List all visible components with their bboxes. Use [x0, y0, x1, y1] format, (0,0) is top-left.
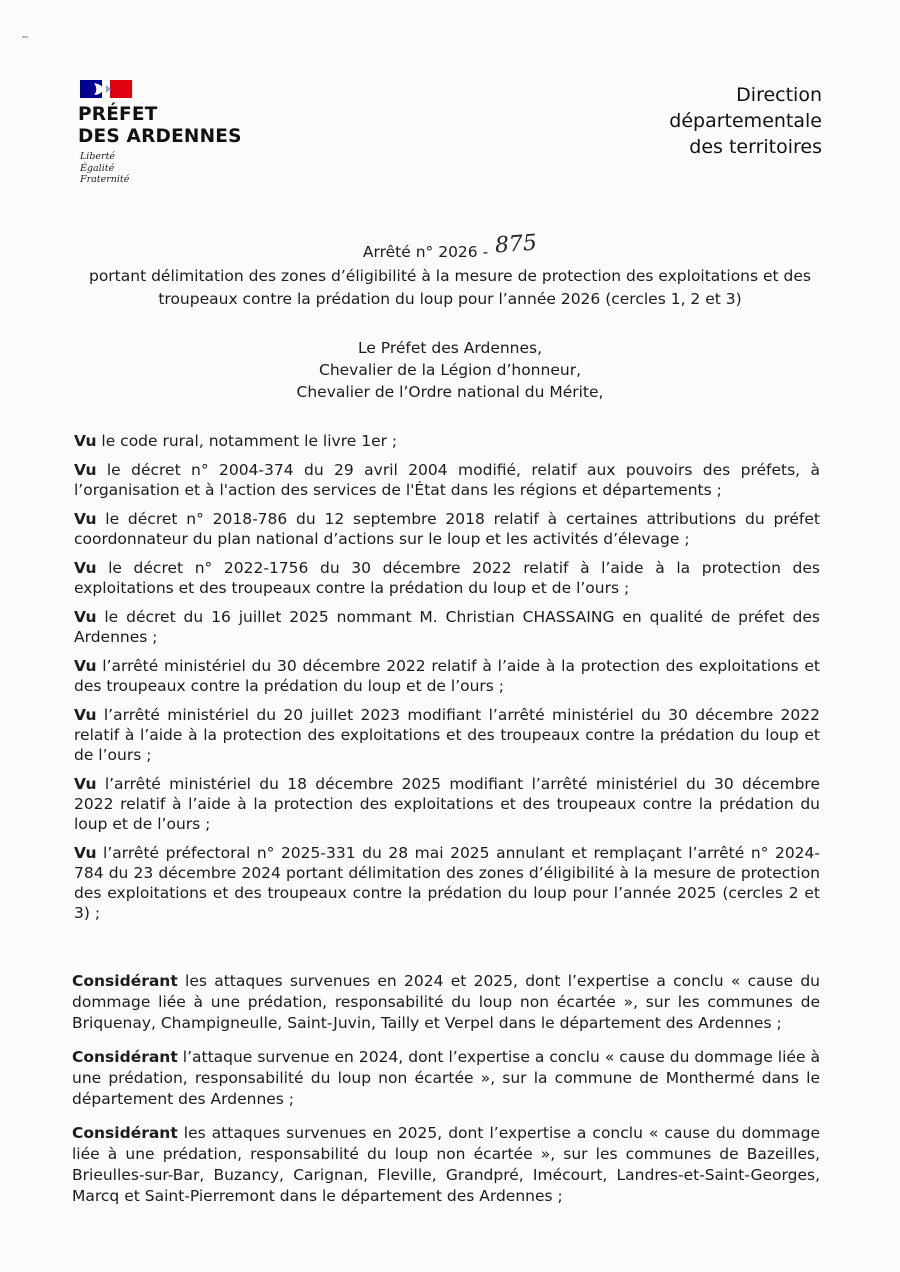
signatory-line1: Le Préfet des Ardennes,	[357, 339, 543, 357]
signatory-block	[0, 337, 900, 403]
marianne-logo	[80, 80, 132, 98]
decree-subject-line1: portant délimitation des zones d’éligibilité à la mesure de protection des exploitations et des	[88, 267, 811, 285]
visa-lead: Vu	[74, 559, 97, 577]
visa-text: le décret du 16 juillet 2025 nommant M. Christian CHASSAING en qualité de préfet des Ardennes ;	[74, 608, 820, 646]
considerant-item	[72, 1047, 820, 1110]
decree-number	[0, 230, 900, 263]
visa-item	[74, 705, 820, 765]
visa-text: le code rural, notamment le livre 1er ;	[96, 432, 398, 450]
visa-text: le décret n° 2022-1756 du 30 décembre 2022 relatif à l’aide à la protection des exploitations et des troupeaux contre la prédation du loup et de l’ours ;	[74, 559, 820, 597]
visa-text: le décret n° 2004-374 du 29 avril 2004 modifié, relatif aux pouvoirs des préfets, à l’organisation et à l'action des services de l'État dans les régions et départements ;	[74, 461, 820, 499]
visa-item	[74, 774, 820, 834]
visa-item	[74, 509, 820, 549]
visa-lead: Vu	[74, 432, 97, 450]
visa-text: l’arrêté ministériel du 18 décembre 2025 modifiant l’arrêté ministériel du 30 décembre 2022 relatif à l’aide à la protection des exploitations et des troupeaux contre la prédation du loup et de l’ours ;	[74, 775, 820, 833]
considerant-text: les attaques survenues en 2024 et 2025, dont l’expertise a conclu « cause du dommage liée à une prédation, responsabilité du loup non écartée », sur les communes de Briquenay, Champigneulle, Saint-Juvin, Tailly et Verpel dans le département des Ardennes ;	[72, 972, 820, 1032]
motto-liberte: Liberté	[80, 151, 116, 162]
issuing-service	[562, 82, 822, 160]
visa-item	[74, 558, 820, 598]
visa-lead: Vu	[74, 461, 97, 479]
decree-subject	[60, 265, 840, 311]
visa-lead: Vu	[74, 657, 97, 675]
visa-text: l’arrêté ministériel du 20 juillet 2023 modifiant l’arrêté ministériel du 30 décembre 2022 relatif à l’aide à la protection des exploitations et des troupeaux contre la prédation du loup et de l’ours ;	[74, 706, 820, 764]
considerant-item	[72, 1123, 820, 1207]
prefecture-name-line1: PRÉFET	[78, 104, 158, 125]
visa-item	[74, 843, 820, 923]
issuing-service-line3: des territoires	[689, 136, 822, 158]
scan-mark	[22, 36, 28, 38]
considerant-item	[72, 971, 820, 1034]
visa-lead: Vu	[74, 510, 97, 528]
considerant-text: l’attaque survenue en 2024, dont l’expertise a conclu « cause du dommage liée à une prédation, responsabilité du loup non écartée », sur la commune de Monthermé dans le département des Ardennes ;	[72, 1048, 820, 1108]
visas-list	[74, 431, 820, 932]
visa-item	[74, 431, 820, 451]
visa-lead: Vu	[74, 844, 97, 862]
considerant-lead: Considérant	[72, 1124, 178, 1142]
motto-fraternite: Fraternité	[80, 174, 130, 185]
prefecture-name-line2: DES ARDENNES	[78, 126, 242, 147]
visa-item	[74, 656, 820, 696]
signatory-line2: Chevalier de la Légion d’honneur,	[319, 361, 581, 379]
considerant-text: les attaques survenues en 2025, dont l’expertise a conclu « cause du dommage liée à une prédation, responsabilité du loup non écartée », sur les communes de Bazeilles, Brieulles-sur-Bar, Buzancy, Carignan, Fleville, Grandpré, Imécourt, Landres-et-Saint-Georges, Marcq et Saint-Pierremont dans le département des Ardennes ;	[72, 1124, 820, 1205]
issuing-service-line1: Direction	[736, 84, 822, 106]
visa-item	[74, 460, 820, 500]
motto-egalite: Égalité	[80, 162, 115, 174]
visa-lead: Vu	[74, 775, 97, 793]
visa-lead: Vu	[74, 608, 97, 626]
visa-text: l’arrêté préfectoral n° 2025-331 du 28 mai 2025 annulant et remplaçant l’arrêté n° 2024-784 du 23 décembre 2024 portant délimitation des zones d’éligibilité à la mesure de protection des exploitations et des troupeaux contre la prédation du loup pour l’année 2025 (cercles 2 et 3) ;	[74, 844, 820, 922]
considerant-lead: Considérant	[72, 1048, 178, 1066]
decree-subject-line2: troupeaux contre la prédation du loup pour l’année 2026 (cercles 1, 2 et 3)	[158, 290, 742, 308]
signatory-line3: Chevalier de l’Ordre national du Mérite,	[296, 383, 604, 401]
considerants-list	[72, 971, 820, 1220]
considerant-lead: Considérant	[72, 972, 178, 990]
visa-lead: Vu	[74, 706, 97, 724]
prefecture-name	[78, 104, 242, 148]
decree-number-prefix: Arrêté n° 2026 -	[362, 243, 489, 261]
issuing-service-line2: départementale	[669, 110, 822, 132]
visa-item	[74, 607, 820, 647]
visa-text: le décret n° 2018-786 du 12 septembre 2018 relatif à certaines attributions du préfet coordonnateur du plan national d’actions sur le loup et les activités d’élevage ;	[74, 510, 820, 548]
republic-motto	[80, 151, 129, 186]
decree-number-handwritten: 875	[494, 230, 538, 259]
visa-text: l’arrêté ministériel du 30 décembre 2022 relatif à l’aide à la protection des exploitations et des troupeaux contre la prédation du loup et de l’ours ;	[74, 657, 820, 695]
